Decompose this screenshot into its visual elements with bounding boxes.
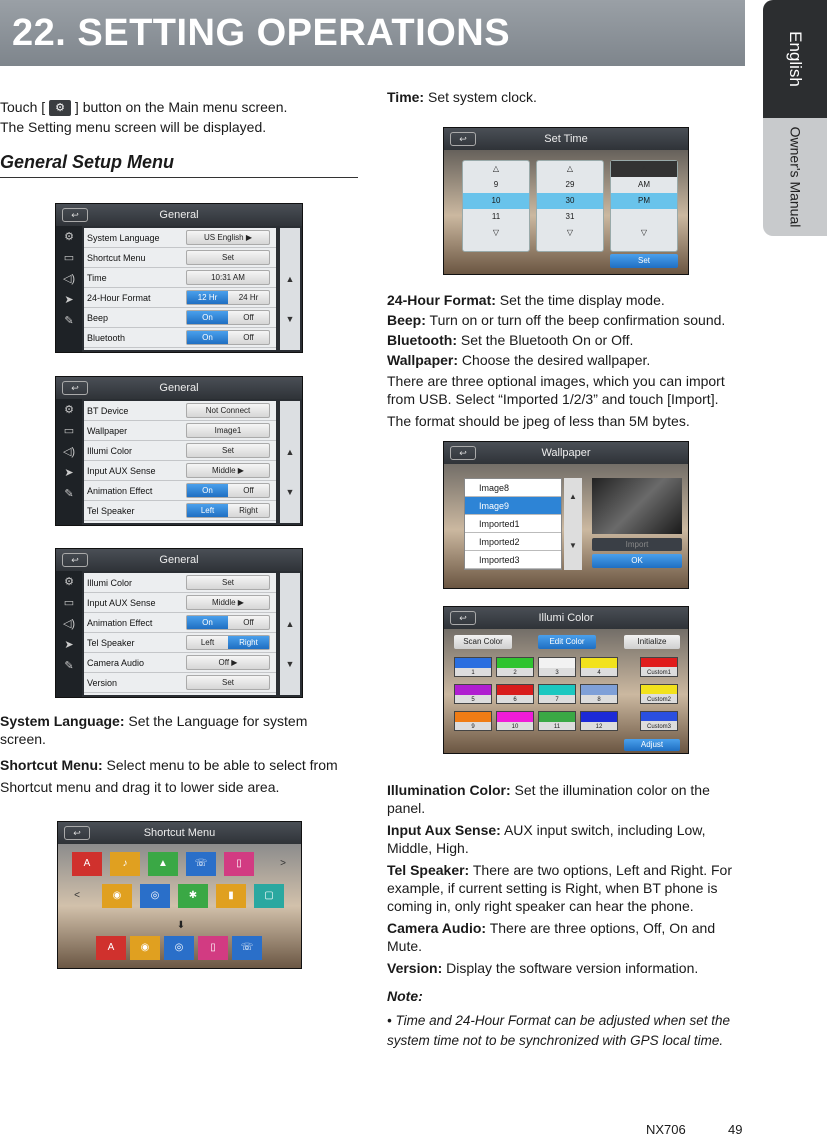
setting-row[interactable] [84, 633, 276, 653]
definition: Turn on or turn off the beep confirmation sound. [425, 312, 726, 328]
shortcut-menu-screen [57, 821, 302, 969]
minute-selected[interactable]: 30 [537, 193, 603, 209]
setting-value-button[interactable]: Set [186, 250, 270, 265]
fan-icon[interactable]: ✱ [178, 884, 208, 908]
definition: Display the software version information. [442, 960, 699, 976]
wallpaper-screen [443, 441, 689, 589]
setting-row[interactable] [84, 308, 276, 328]
navi-icon[interactable]: ➤ [64, 294, 74, 306]
phone-icon[interactable]: ☏ [186, 852, 216, 876]
navi-icon[interactable]: ▲ [148, 852, 178, 876]
setting-label: Version [87, 677, 118, 688]
setting-label: Shortcut Menu [87, 252, 146, 263]
wrench-icon[interactable]: ✎ [64, 315, 74, 327]
wallpaper-info: There are three optional images, which you can import from USB. Select “Imported 1/2/3” and touch [Import]. [387, 373, 725, 407]
swatch-number: 12 [595, 724, 603, 730]
toggle-option-a[interactable]: On [187, 484, 228, 497]
swatch-number: 2 [513, 670, 517, 676]
term: 24-Hour Format: [387, 292, 496, 308]
desc-time [387, 88, 747, 106]
setting-value-button[interactable]: Middle ▶ [186, 595, 270, 610]
color-swatch[interactable] [580, 657, 618, 677]
toggle-option-b[interactable]: Right [228, 636, 269, 649]
back-icon[interactable]: ↩ [62, 553, 88, 567]
setting-label: Animation Effect [87, 617, 153, 628]
setting-label: Input AUX Sense [87, 597, 156, 608]
desc-aux [387, 821, 747, 857]
setting-value-button[interactable]: Middle ▶ [186, 463, 270, 478]
tab-english [763, 0, 827, 118]
custom-swatch[interactable] [640, 711, 678, 731]
chapter-header [0, 0, 745, 66]
term: Input Aux Sense: [387, 822, 501, 838]
right-bottom-desc [387, 781, 747, 1051]
arrow-down-icon: ⬇ [176, 920, 186, 931]
side-nav [56, 571, 82, 697]
setting-value-button[interactable]: Set [186, 675, 270, 690]
setting-label: Time [87, 272, 107, 283]
dock-radio-icon[interactable]: A [96, 936, 126, 960]
footer-model: NX706 [646, 1122, 686, 1137]
custom-label: Custom1 [646, 670, 671, 676]
setting-toggle[interactable] [186, 483, 270, 498]
blank [611, 209, 677, 225]
definition: Set the Bluetooth On or Off. [456, 332, 634, 348]
list-scrollbar[interactable]: ▲ ▼ [564, 478, 582, 570]
gear-icon[interactable]: ⚙ [64, 576, 74, 588]
setting-label: Tel Speaker [87, 637, 135, 648]
toggle-option-a[interactable]: On [187, 311, 228, 324]
dock-disc-icon[interactable]: ◎ [164, 936, 194, 960]
shortcut-area [58, 844, 301, 968]
swatch-number: 9 [471, 724, 475, 730]
screen-title: Shortcut Menu [58, 822, 301, 844]
hour-selected[interactable]: 10 [463, 193, 529, 209]
color-swatch[interactable] [538, 684, 576, 704]
setting-row[interactable] [84, 268, 276, 288]
navi-icon[interactable]: ➤ [64, 467, 74, 479]
toggle-option-b[interactable]: Off [243, 618, 254, 627]
edit-color-button[interactable]: Edit Color [538, 635, 596, 649]
hour-picker[interactable] [462, 160, 530, 252]
setting-value-button[interactable]: Off ▶ [186, 655, 270, 670]
setting-row[interactable] [84, 401, 276, 421]
general-screen-3 [55, 548, 303, 698]
toggle-option-b[interactable]: Right [239, 506, 258, 515]
minute-option[interactable]: 29 [565, 180, 575, 189]
right-column [387, 88, 747, 106]
term: Time: [387, 89, 425, 105]
display-icon[interactable]: ▭ [63, 252, 75, 264]
setting-row[interactable] [84, 441, 276, 461]
note-text: • Time and 24-Hour Format can be adjusted when set the system time not to be synchronized with GPS local time. [387, 1013, 731, 1048]
setting-label: BT Device [87, 405, 129, 416]
screen-title: Illumi Color [444, 607, 688, 629]
illumi-color-screen [443, 606, 689, 754]
dock-mobile-icon[interactable]: ▯ [198, 936, 228, 960]
setting-label: Illumi Color [87, 445, 133, 456]
setting-row[interactable] [84, 461, 276, 481]
definition: AUX input switch, including Low, Middle, High. [387, 822, 706, 856]
setting-toggle[interactable] [186, 310, 270, 325]
color-swatch[interactable] [454, 711, 492, 731]
screen-title: General [56, 549, 302, 571]
intro-pre: Touch [ [0, 99, 46, 115]
setting-label: Illumi Color [87, 577, 133, 588]
color-swatch[interactable] [454, 657, 492, 677]
gear-icon[interactable]: ⚙ [64, 404, 74, 416]
back-icon[interactable]: ↩ [62, 381, 88, 395]
setting-row[interactable] [84, 481, 276, 501]
setting-value-button[interactable]: Set [186, 575, 270, 590]
term: Beep: [387, 312, 426, 328]
setting-label: Animation Effect [87, 485, 153, 496]
wallpaper-list[interactable] [464, 478, 562, 570]
color-swatch[interactable] [496, 711, 534, 731]
scrollbar[interactable] [280, 228, 300, 350]
tab-owners-manual [763, 118, 827, 236]
back-icon[interactable]: ↩ [64, 826, 90, 840]
up-icon[interactable]: △ [566, 164, 574, 173]
definition: Set the time display mode. [495, 292, 665, 308]
chevron-right-icon[interactable]: > [280, 858, 286, 869]
up-icon[interactable]: △ [492, 164, 500, 173]
setting-value-button[interactable]: Not Connect [186, 403, 270, 418]
swatch-number: 3 [555, 670, 559, 676]
left-column [0, 98, 360, 178]
minute-option[interactable]: 31 [565, 212, 575, 221]
disc-icon[interactable]: ◎ [140, 884, 170, 908]
hour-option[interactable]: 11 [491, 212, 501, 221]
swatch-number: 7 [555, 697, 559, 703]
color-swatch[interactable] [580, 711, 618, 731]
setting-value-button[interactable]: Set [186, 443, 270, 458]
scroll-up-icon[interactable]: ▲ [285, 447, 295, 457]
scroll-up-icon[interactable]: ▲ [285, 274, 295, 284]
scrollbar[interactable] [280, 573, 300, 695]
pm-selected[interactable]: PM [611, 193, 677, 209]
toggle-option-b[interactable]: Off [243, 313, 254, 322]
screen-title: Wallpaper [444, 442, 688, 464]
set-time-screen [443, 127, 689, 275]
desc-wallpaper [387, 350, 747, 370]
down-icon[interactable]: ▽ [640, 228, 648, 237]
toggle-option-a[interactable]: Left [200, 638, 215, 647]
hour-option[interactable]: 9 [493, 180, 499, 189]
setting-toggle[interactable] [186, 290, 270, 305]
initialize-button[interactable]: Initialize [624, 635, 680, 649]
adjust-button[interactable]: Adjust [624, 739, 680, 751]
definition: Choose the desired wallpaper. [458, 352, 651, 368]
scroll-down-icon[interactable]: ▼ [285, 487, 295, 497]
list-item-selected[interactable]: Image9 [465, 497, 561, 515]
up-icon[interactable]: △ [611, 161, 677, 177]
usb-icon[interactable]: ▮ [216, 884, 246, 908]
term: System Language: [0, 713, 125, 729]
color-swatch[interactable] [580, 684, 618, 704]
term: Tel Speaker: [387, 862, 470, 878]
import-button[interactable]: Import [592, 538, 682, 551]
custom-label: Custom2 [646, 697, 671, 703]
swatch-number: 11 [553, 724, 561, 730]
wrench-icon[interactable]: ✎ [64, 488, 74, 500]
back-icon[interactable]: ↩ [450, 611, 476, 625]
desc-shortcut-menu [0, 754, 340, 798]
navi-icon[interactable]: ➤ [64, 639, 74, 651]
scan-color-button[interactable]: Scan Color [454, 635, 512, 649]
wallpaper-preview [592, 478, 682, 534]
general-screen-2 [55, 376, 303, 526]
gear-icon[interactable]: ⚙ [64, 231, 74, 243]
setting-label: 24-Hour Format [87, 292, 151, 303]
setting-label: System Language [87, 232, 160, 243]
gear-icon: ⚙ [49, 100, 71, 116]
dock-phone-icon[interactable]: ☏ [232, 936, 262, 960]
swatch-number: 6 [513, 697, 517, 703]
swatch-number: 5 [471, 697, 475, 703]
chevron-left-icon[interactable]: < [74, 890, 80, 901]
screen-title: Set Time [444, 128, 688, 150]
setting-toggle[interactable] [186, 635, 270, 650]
screen-title: General [56, 204, 302, 226]
setting-rows [84, 401, 276, 523]
color-swatch[interactable] [496, 684, 534, 704]
term: Wallpaper: [387, 352, 459, 368]
definition: There are three options, Off, On and Mute. [387, 920, 716, 954]
chapter-title: 22. SETTING OPERATIONS [12, 11, 511, 54]
setting-value-button[interactable]: US English ▶ [186, 230, 270, 245]
setting-row[interactable] [84, 593, 276, 613]
toggle-option-a[interactable]: Left [187, 504, 228, 517]
desc-camera-audio [387, 919, 747, 955]
set-button[interactable]: Set [610, 254, 678, 268]
swatch-number: 8 [597, 697, 601, 703]
setting-rows [84, 573, 276, 695]
setting-toggle[interactable] [186, 330, 270, 345]
box-icon[interactable]: ▢ [254, 884, 284, 908]
scrollbar[interactable] [280, 401, 300, 523]
term: Version: [387, 960, 443, 976]
definition: Set system clock. [424, 89, 537, 105]
ok-button[interactable]: OK [592, 554, 682, 568]
setting-value-button[interactable]: 10:31 AM [186, 270, 270, 285]
section-title: General Setup Menu [0, 152, 358, 178]
definition: Set the Language for system screen. [0, 713, 308, 747]
intro-line2: The Setting menu screen will be displayed. [0, 119, 267, 136]
setting-label: Camera Audio [87, 657, 145, 668]
desc-illumination [387, 781, 747, 817]
list-item[interactable]: Image8 [465, 479, 561, 497]
screen-title: General [56, 377, 302, 399]
setting-label: Tel Speaker [87, 505, 135, 516]
mobile-icon[interactable]: ▯ [224, 852, 254, 876]
desc-bluetooth [387, 330, 747, 350]
wrench-icon[interactable]: ✎ [64, 660, 74, 672]
setting-rows [84, 228, 276, 350]
side-nav [56, 226, 82, 352]
wallpaper-format: The format should be jpeg of less than 5M bytes. [387, 413, 690, 429]
term: Shortcut Menu: [0, 757, 103, 773]
toggle-option-a[interactable]: On [187, 331, 228, 344]
color-swatch[interactable] [454, 684, 492, 704]
setting-row[interactable] [84, 501, 276, 521]
setting-value-button[interactable]: Image1 [186, 423, 270, 438]
intro-post: ] button on the Main menu screen. [74, 99, 288, 115]
note-title: Note: [387, 988, 423, 1004]
music-icon[interactable]: ♪ [110, 852, 140, 876]
down-icon[interactable]: ▽ [566, 228, 574, 237]
term: Illumination Color: [387, 782, 511, 798]
custom-label: Custom3 [646, 724, 671, 730]
setting-row[interactable] [84, 573, 276, 593]
custom-swatch[interactable] [640, 684, 678, 704]
desc-tel-speaker [387, 861, 747, 915]
toggle-option-a[interactable]: 12 Hr [187, 291, 228, 304]
general-screen-1 [55, 203, 303, 353]
scroll-down-icon[interactable]: ▼ [285, 314, 295, 324]
intro-line1 [0, 98, 360, 116]
back-icon[interactable]: ↩ [62, 208, 88, 222]
list-item[interactable]: Imported2 [465, 533, 561, 551]
setting-label: Beep [87, 312, 109, 323]
tab-english-label: English [785, 31, 805, 87]
color-swatch[interactable] [538, 657, 576, 677]
sound-icon[interactable]: ◁) [62, 618, 76, 630]
setting-row[interactable] [84, 248, 276, 268]
display-icon[interactable]: ▭ [63, 597, 75, 609]
back-icon[interactable]: ↩ [450, 132, 476, 146]
desc-24hour [387, 290, 747, 310]
setting-label: Input AUX Sense [87, 465, 156, 476]
setting-row[interactable] [84, 421, 276, 441]
swatch-number: 4 [597, 670, 601, 676]
color-swatch[interactable] [538, 711, 576, 731]
toggle-option-b[interactable]: Off [243, 486, 254, 495]
radio-icon[interactable]: A [72, 852, 102, 876]
toggle-option-b[interactable]: Off [243, 333, 254, 342]
setting-toggle[interactable] [186, 615, 270, 630]
toggle-option-b[interactable]: 24 Hr [238, 293, 259, 302]
setting-label: Wallpaper [87, 425, 128, 436]
desc-version [387, 959, 747, 977]
setting-row[interactable] [84, 228, 276, 248]
term: Camera Audio: [387, 920, 487, 936]
scroll-up-icon[interactable]: ▲ [285, 619, 295, 629]
down-icon[interactable]: ▽ [492, 228, 500, 237]
setting-row[interactable] [84, 328, 276, 348]
list-item[interactable]: Imported1 [465, 515, 561, 533]
minute-picker[interactable] [536, 160, 604, 252]
list-item[interactable]: Imported3 [465, 551, 561, 569]
desc-beep [387, 310, 747, 330]
desc-system-language [0, 712, 340, 748]
setting-row[interactable] [84, 673, 276, 693]
back-icon[interactable]: ↩ [450, 446, 476, 460]
scroll-down-icon[interactable]: ▼ [285, 659, 295, 669]
swatch-number: 1 [471, 670, 475, 676]
setting-label: Bluetooth [87, 332, 126, 343]
toggle-option-a[interactable]: On [187, 616, 228, 629]
setting-row[interactable] [84, 288, 276, 308]
dock-bulb-icon[interactable]: ◉ [130, 936, 160, 960]
bulb-icon[interactable]: ◉ [102, 884, 132, 908]
definition: There are two options, Left and Right. For example, if current setting is Right, when BT phone is coming in, only right speaker can hear the phone. [387, 862, 733, 914]
setting-row[interactable] [84, 613, 276, 633]
sound-icon[interactable]: ◁) [62, 446, 76, 458]
am-option[interactable]: AM [638, 180, 650, 189]
definition: Set the illumination color on the panel. [387, 782, 710, 816]
setting-toggle[interactable] [186, 503, 270, 518]
term: Bluetooth: [387, 332, 457, 348]
footer-page-number: 49 [728, 1122, 743, 1137]
side-nav [56, 399, 82, 525]
sound-icon[interactable]: ◁) [62, 273, 76, 285]
display-icon[interactable]: ▭ [63, 425, 75, 437]
right-mid-desc [387, 290, 747, 430]
left-descriptions [0, 712, 340, 798]
color-swatch[interactable] [496, 657, 534, 677]
swatch-number: 10 [511, 724, 519, 730]
tab-manual-label: Owner's Manual [787, 126, 803, 228]
setting-row[interactable] [84, 653, 276, 673]
definition: Select menu to be able to select from Shortcut menu and drag it to lower side area. [0, 757, 338, 795]
ampm-picker[interactable] [610, 160, 678, 252]
custom-swatch[interactable] [640, 657, 678, 677]
